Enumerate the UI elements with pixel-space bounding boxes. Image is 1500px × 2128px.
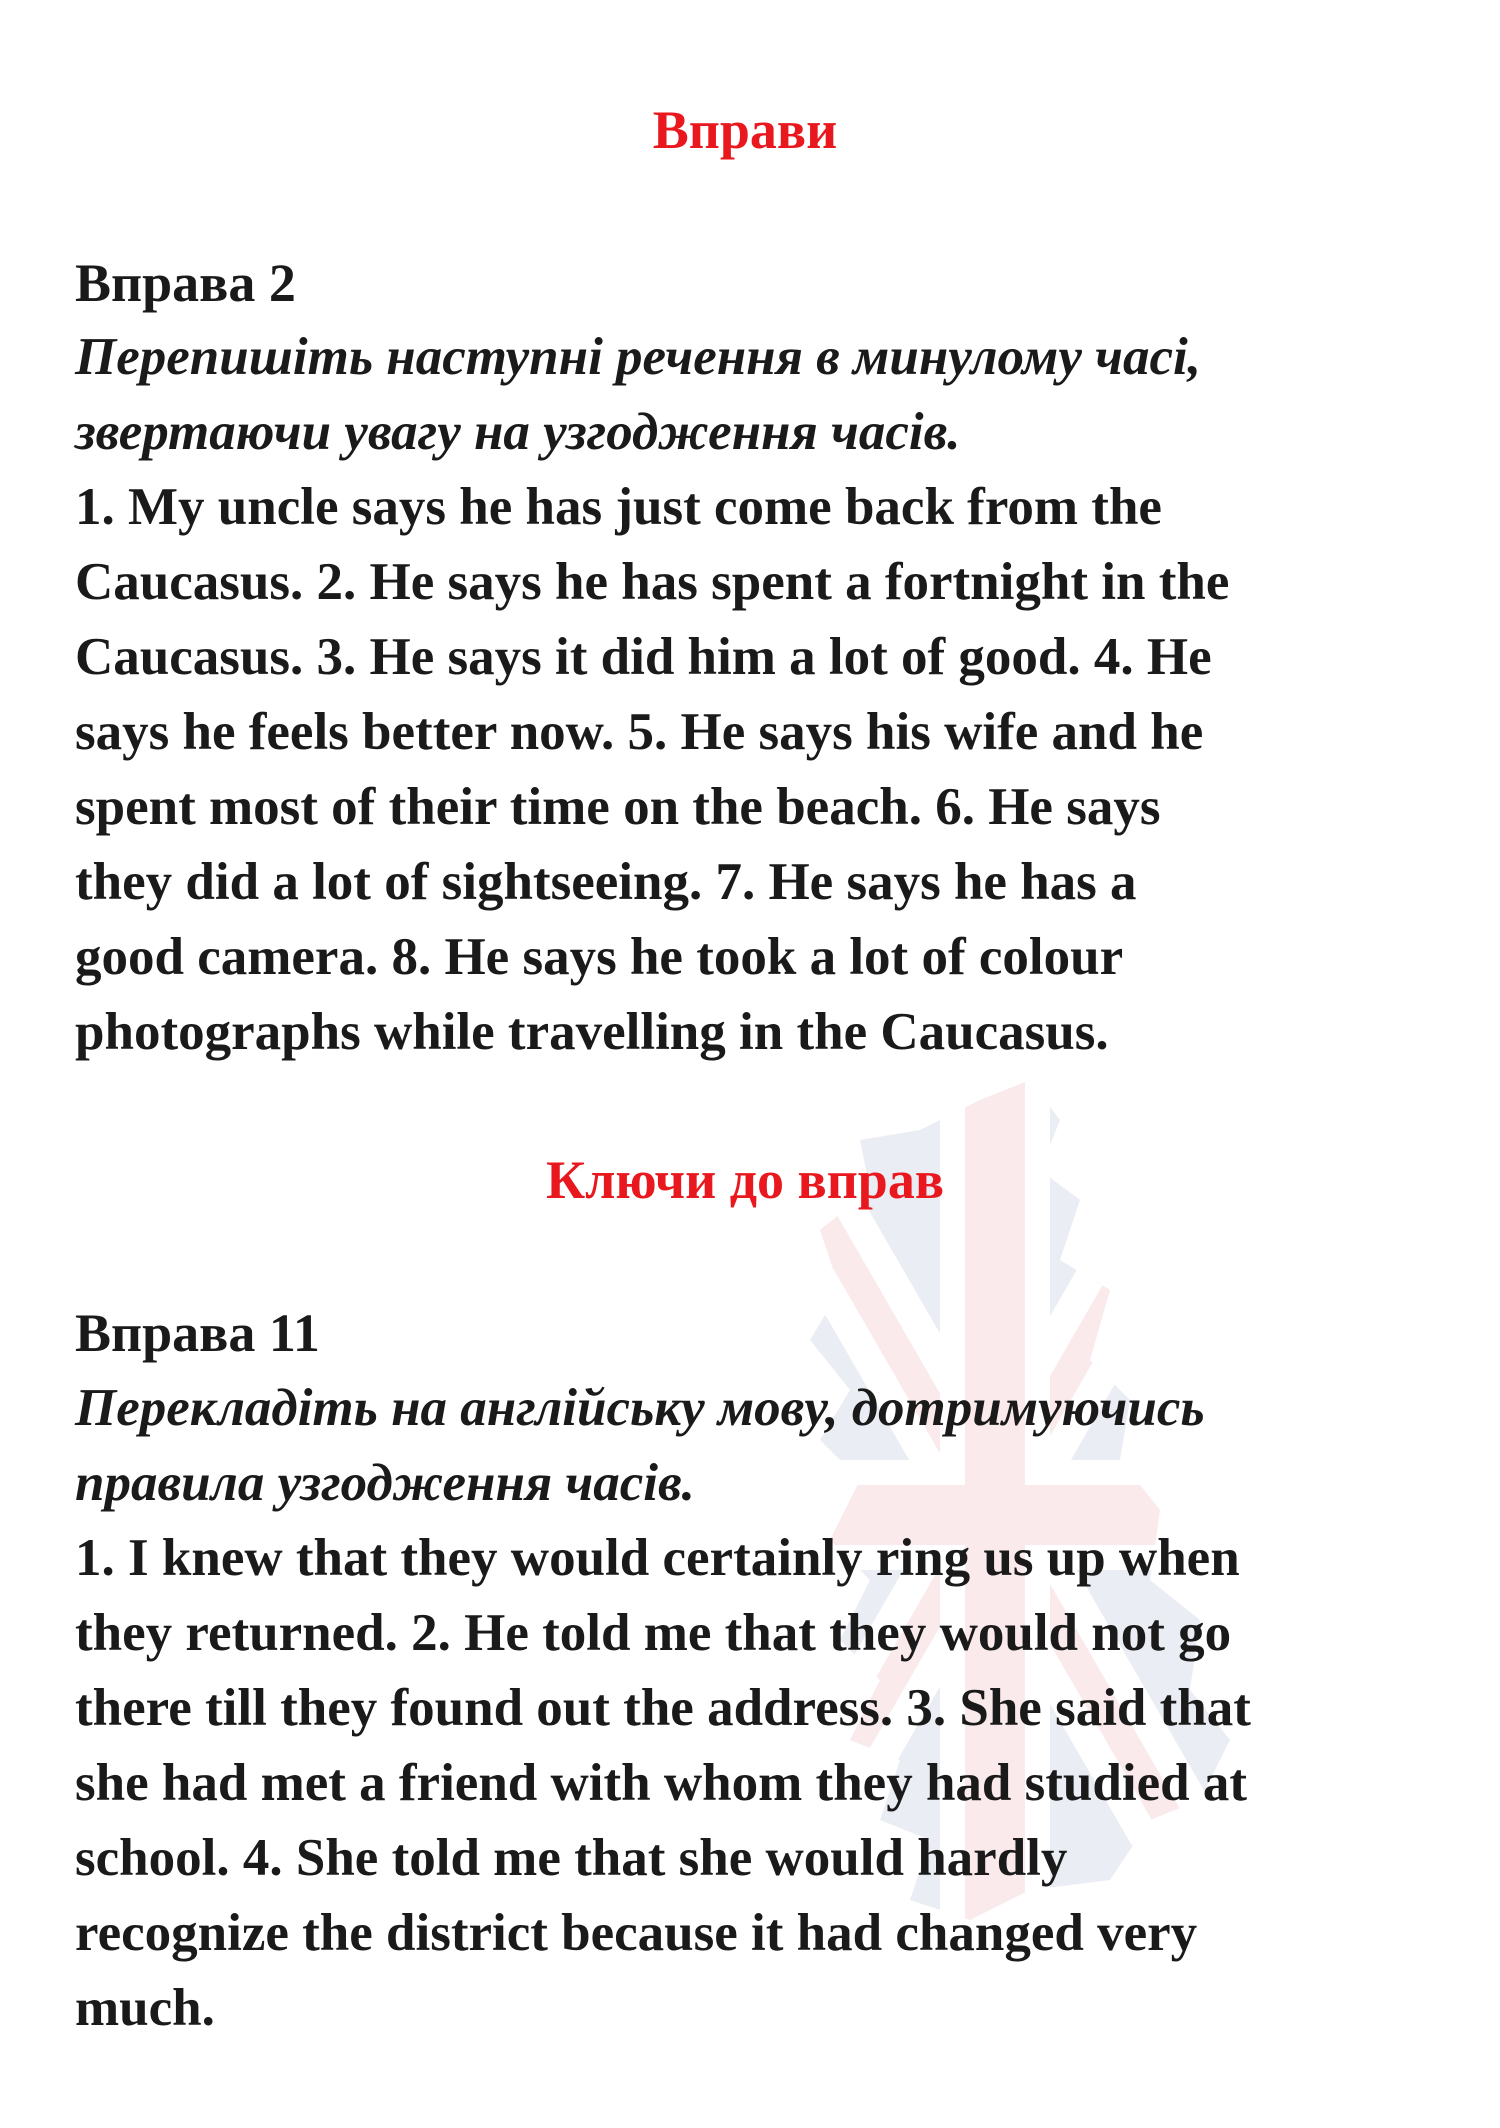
exercise-11-instruction: Перекладіть на англійську мову, дотримуючись правила узгодження часів. [75,1379,1205,1512]
exercise-11-heading: Вправа 11 [75,1303,320,1363]
exercise-2-heading: Вправа 2 [75,253,296,313]
exercises-title: Вправи [652,100,838,160]
exercise-11-text: 1. I knew that they would certainly ring us up when they returned. 2. He told me that they would not go there till they found out the address. 3. She said that she had met a friend with whom they had studied at school. 4. She told me that she would hardly recognize the district because it had changed very much. [75,1529,1251,2037]
answer-keys-title: Ключи до вправ [545,1150,944,1210]
exercise-2-instruction: Перепишіть наступні речення в минулому часі, звертаючи увагу на узгодження часів. [75,328,1201,461]
exercise-2-text: 1. My uncle says he has just come back from the Caucasus. 2. He says he has spent a fortnight in the Caucasus. 3. He says it did him a lot of good. 4. He says he feels better now. 5. He says his wife and he spent most of their time on the beach. 6. He says they did a lot of sightseeing. 7. He says he has a good camera. 8. He says he took a lot of colour photographs while travelling in the Caucasus. [75,478,1230,1061]
